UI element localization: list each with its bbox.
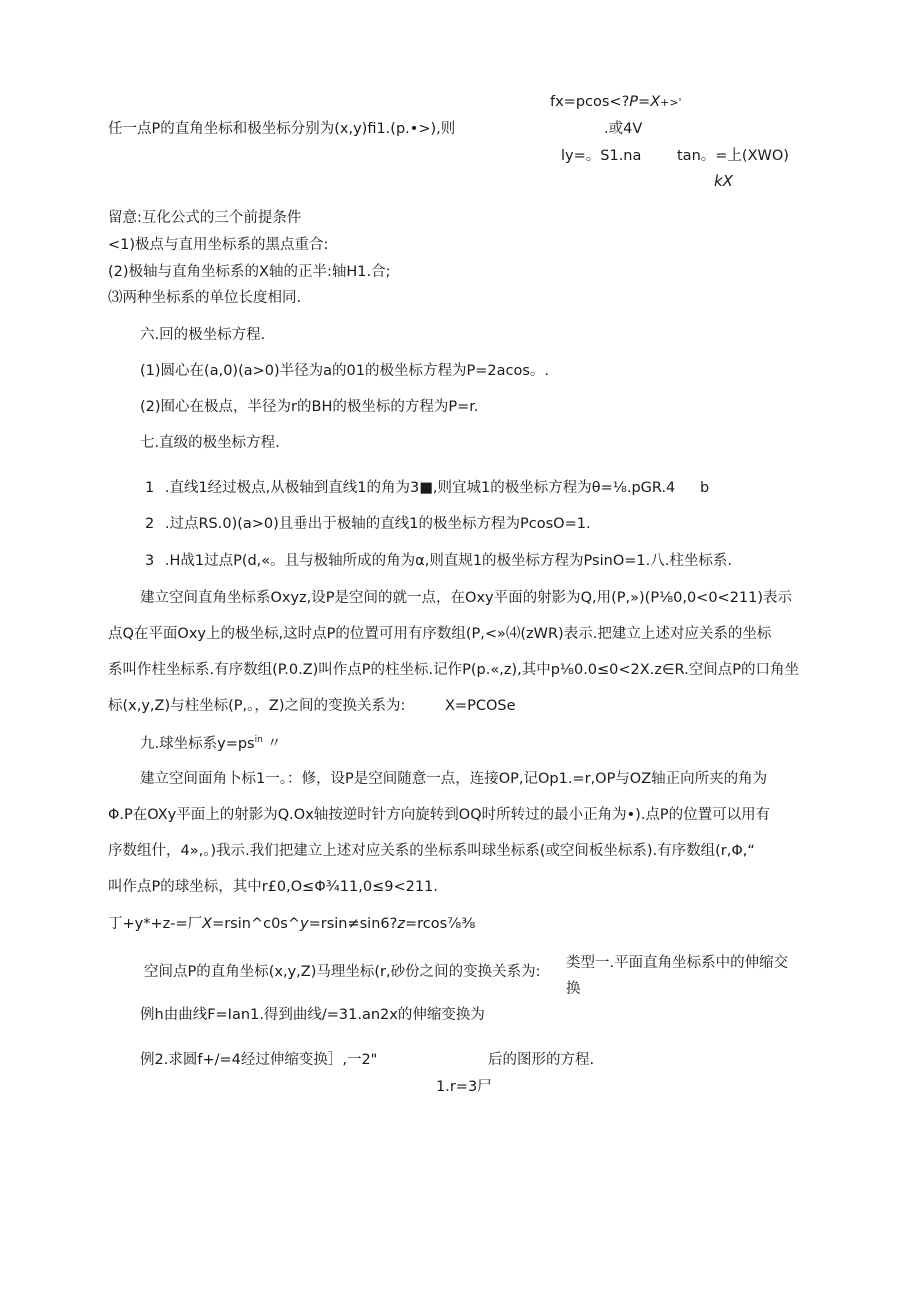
note-heading: 留意:互化公式的三个前提条件 xyxy=(108,210,302,226)
formula-or: .或4V xyxy=(604,121,643,137)
section9-heading-text: 九.球坐标系y=ps xyxy=(140,735,255,752)
item-number: 1 xyxy=(145,480,155,496)
section6-heading: 六.回的极坐标方程. xyxy=(140,327,266,343)
formula-part: z xyxy=(397,916,405,932)
intro-line: 任一点P的直角坐标和极坐标分别为(x,y)fi1.(p.•>),则 xyxy=(108,121,456,137)
space-conversion-line: 空间点P的直角坐标(x,y,Z)马理坐标(r,砂份之间的变换关系为: xyxy=(144,964,541,980)
section9-heading-tail: 〃 xyxy=(266,735,282,752)
sphere-line: 叫作点P的球坐标，其中r£0,O≤Φ¾11,0≤9<211. xyxy=(108,879,438,895)
formula-x-line xyxy=(550,94,682,111)
section7-item-1 xyxy=(145,480,675,497)
formula-ly: ly=。S1.na xyxy=(561,148,642,164)
item-number: 2 xyxy=(145,516,155,532)
type1-heading-cont: 换 xyxy=(566,981,581,997)
section9-heading-sup: in xyxy=(254,735,263,745)
type1-heading: 类型一.平面直角坐标系中的伸缩交 xyxy=(566,955,789,971)
formula-tan: tan。=上(XWO) xyxy=(677,148,789,164)
item-text: .直线1经过极点,从极轴到直线1的角为3■,则宜城1的极坐标方程为θ=⅛.pGR.4 xyxy=(164,480,676,496)
cylinder-line: 点Q在平面Oxy上的极坐标,这时点P的位置可用有序数组(P,<»⑷(zWR)表示.把建立上述对应关系的坐标 xyxy=(108,626,772,642)
sphere-formula xyxy=(108,916,475,933)
section7-item-2 xyxy=(145,516,591,533)
sphere-line: 序数组什，4»,。)我示.我们把建立上述对应关系的坐标系叫球坐标系(或空间板坐标系).有序数组(r,Φ,“ xyxy=(108,843,755,859)
formula-x-italic: P=X xyxy=(629,94,661,110)
section7-item-1-tail: b xyxy=(700,480,710,496)
sphere-line: 建立空间面角卜标1一。：修，设P是空间随意一点，连接OP,记Op1.=r,OP与OZ轴正向所夹的角为 xyxy=(140,771,768,787)
example-2-formula: 1.r=3尸 xyxy=(436,1079,492,1095)
formula-part: X xyxy=(202,916,213,932)
section6-item: (1)圆心在(a,0)(a>0)半径为a的01的极坐标方程为P=2acos。. xyxy=(140,363,549,379)
example-2-tail: 后的图形的方程. xyxy=(488,1052,595,1068)
note-item: ⑶两种坐标系的单位长度相同. xyxy=(108,290,302,306)
cylinder-line: 系叫作柱坐标系.有序数组(P.0.Z)叫作点P的柱坐标.记作P(p.«,z),其中p⅛0.0≤0<2X.z∈R.空间点P的口角坐 xyxy=(108,662,799,678)
formula-part: =rsin≠sin6? xyxy=(308,916,398,932)
cylinder-formula: X=PCOSe xyxy=(445,698,516,714)
note-item: <1)极点与直用坐标系的黑点重合: xyxy=(108,237,329,253)
formula-x-tail: +>' xyxy=(660,96,682,109)
formula-part: y xyxy=(300,916,309,932)
item-text: .H战1过点P(d,«。且与极轴所成的角为α,则直规1的极坐标方程为PsinO=1.八.柱坐标系. xyxy=(164,553,732,569)
cylinder-line: 建立空间直角坐标系Oxyz,设P是空间的就一点，在Oxy平面的射影为Q,用(P,»)(P⅛0,0<0<211)表示 xyxy=(140,590,793,606)
item-number: 3 xyxy=(145,553,155,569)
section9-heading xyxy=(140,735,281,753)
example-2: 例2.求圆f+/=4经过伸缩变换］,一2" xyxy=(140,1052,378,1068)
formula-part: =rsin^c0s^ xyxy=(212,916,300,932)
example-1: 例h由曲线F=Ian1.得到曲线/=31.an2x的伸缩变换为 xyxy=(140,1007,485,1023)
formula-x-text: fx=pcos<? xyxy=(550,94,630,110)
formula-kx: kX xyxy=(714,172,733,190)
formula-part: 丁+y*+z-=厂 xyxy=(108,916,203,932)
formula-part: =rcos⅞⅜ xyxy=(404,916,476,932)
section6-item: (2)囿心在极点，半径为r的BH的极坐标的方程为P=r. xyxy=(140,399,479,415)
section7-item-3 xyxy=(145,553,732,570)
section7-heading: 七.直级的极坐标方程. xyxy=(140,435,280,451)
sphere-line: Φ.P在OXy平面上的射影为Q.Ox轴按逆时针方向旋转到OQ时所转过的最小正角为•).点P的位置可以用有 xyxy=(108,807,771,823)
item-text: .过点RS.0)(a>0)且垂出于极轴的直线1的极坐标方程为PcosO=1. xyxy=(164,516,591,532)
note-item: (2)极轴与直角坐标系的X轴的正半:轴H1.合; xyxy=(108,264,391,280)
cylinder-line: 标(x,y,Z)与柱坐标(P,。，Z)之间的变换关系为: xyxy=(108,698,406,714)
